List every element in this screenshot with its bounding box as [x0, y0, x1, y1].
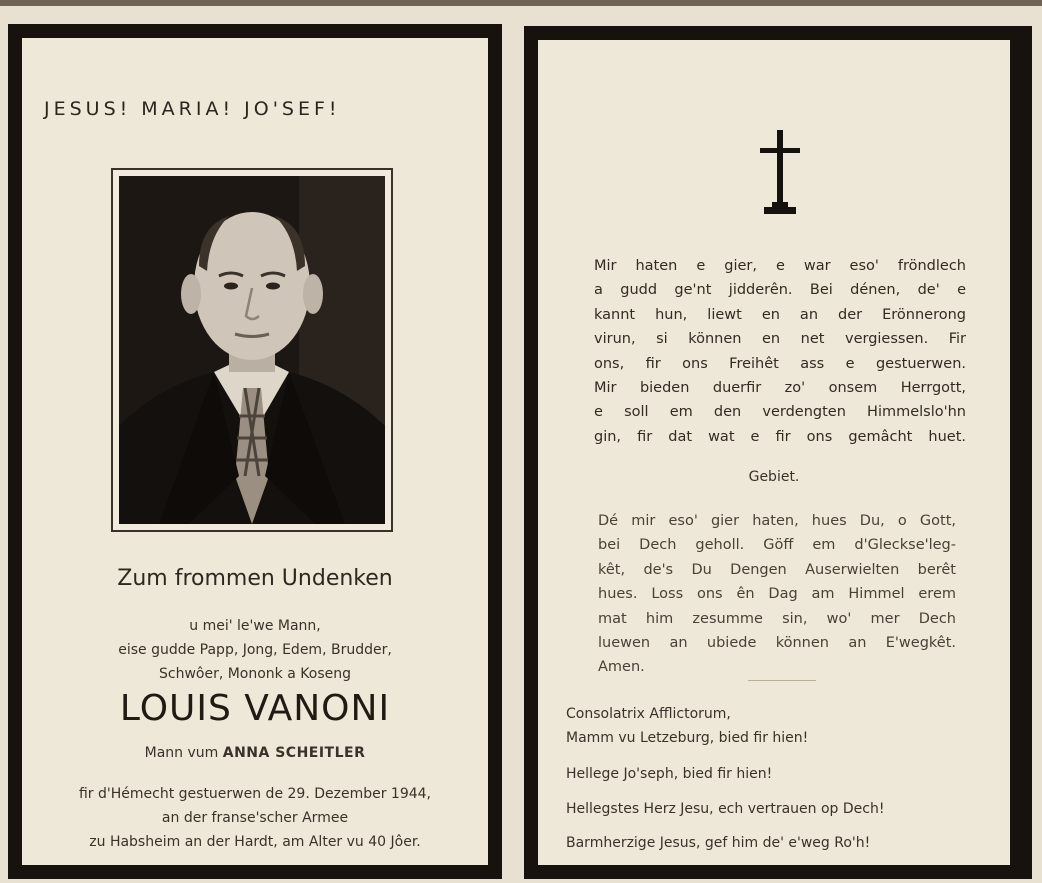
text-line: kêt, de's Du Dengen Auserwielten berêt	[598, 561, 956, 578]
prayer-paragraph	[598, 509, 956, 680]
portrait-illustration	[119, 176, 385, 524]
text-line: hues. Loss ons ên Dag am Himmel erem	[598, 586, 956, 603]
text-line: Mir haten e gier, e war eso' fröndlech	[594, 258, 966, 274]
invocation-line: Hellege Jo'seph, bied fir hien!	[566, 766, 773, 782]
tribute-paragraph	[594, 254, 966, 449]
spouse-name: ANNA SCHEITLER	[222, 745, 366, 761]
text-line: Dé mir eso' gier haten, hues Du, o Gott,	[598, 513, 956, 529]
invocation-line: Mamm vu Letzeburg, bied fir hien!	[566, 730, 809, 746]
header-invocation: JESUS! MARIA! JO'SEF!	[44, 98, 341, 120]
text-line: Amen.	[598, 659, 645, 676]
relation-line: Schwôer, Mononk a Koseng	[158, 666, 351, 682]
relation-line: u mei' le'we Mann,	[189, 618, 321, 634]
memorial-card-back	[524, 26, 1032, 879]
death-detail-line: an der franse'scher Armee	[161, 810, 349, 826]
portrait-frame	[111, 168, 393, 532]
text-line: gin, fir dat wat e fir ons gemâcht huet.	[594, 428, 966, 445]
death-detail-line: fir d'Hémecht gestuerwen de 29. Dezember 1944,	[78, 786, 432, 802]
text-line: virun, si können en net vergiessen. Fir	[594, 331, 966, 348]
memorial-title: Zum frommen Undenken	[117, 566, 393, 591]
text-line: ons, fir ons Freihêt ass e gestuerwen.	[594, 355, 966, 372]
prayer-title: Gebiet.	[748, 469, 800, 485]
text-line: bei Dech geholl. Göff em d'Gleckse'leg-	[598, 537, 956, 554]
text-line: luewen an ubiede können an E'wegkêt.	[598, 635, 956, 652]
text-line: a gudd ge'nt jidderên. Bei dénen, de' e	[594, 282, 966, 299]
spouse-prefix: Mann vum	[144, 745, 219, 761]
divider	[748, 680, 816, 681]
text-line: Mir bieden duerfir zo' onsem Herrgott,	[594, 380, 966, 397]
text-line: kannt hun, liewt en an der Erönnerong	[594, 306, 966, 323]
invocation-line: Barmherzige Jesus, gef him de' e'weg Ro'h!	[566, 835, 871, 851]
relation-line: eise gudde Papp, Jong, Edem, Brudder,	[118, 642, 392, 658]
text-line: e soll em den verdengten Himmelslo'hn	[594, 404, 966, 421]
latin-cross-icon	[758, 130, 802, 220]
invocation-line: Consolatrix Afflictorum,	[566, 706, 731, 722]
text-line: mat him zesumme sin, wo' mer Dech	[598, 610, 956, 627]
invocation-line: Hellegstes Herz Jesu, ech vertrauen op Dech!	[566, 801, 885, 817]
memorial-card-front	[8, 24, 502, 879]
spouse-line	[22, 745, 488, 761]
deceased-name: LOUIS VANONI	[119, 688, 391, 729]
death-detail-line: zu Habsheim an der Hardt, am Alter vu 40 Jôer.	[89, 834, 421, 850]
portrait-photo	[119, 176, 385, 524]
